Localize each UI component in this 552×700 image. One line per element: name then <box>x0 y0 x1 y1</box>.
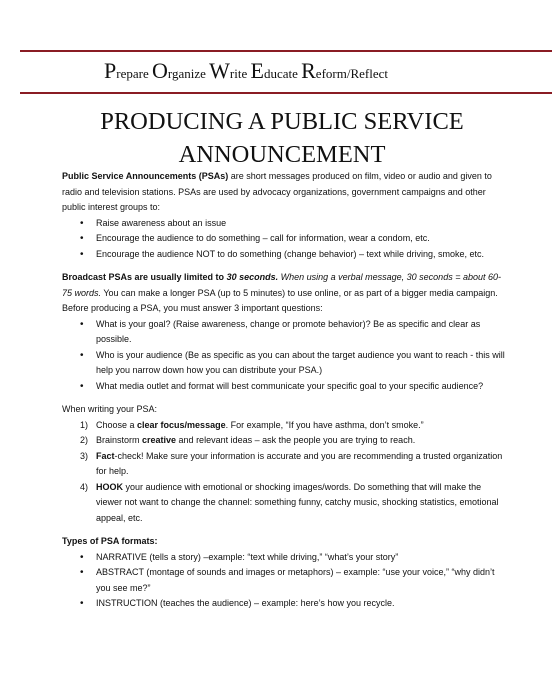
list-item: • ABSTRACT (montage of sounds and images or metaphors) – example: “use your voice,” “why didn’t you see me?” <box>62 565 508 596</box>
questions-lead: Before producing a PSA, you must answer 3 important questions: <box>62 303 323 313</box>
list-item: • INSTRUCTION (teaches the audience) – example: here’s how you recycle. <box>62 596 508 612</box>
list-item: • What media outlet and format will best communicate your specific goal to your specific audience? <box>62 379 508 395</box>
list-item: • Encourage the audience NOT to do something (change behavior) – text while driving, smoke, etc. <box>62 247 508 263</box>
broadcast-paragraph <box>62 270 508 301</box>
list-item: 1) Choose a clear focus/message. For example, “If you have asthma, don’t smoke.” <box>62 418 508 434</box>
writing-lead: When writing your PSA: <box>62 404 158 414</box>
header-rule-bottom <box>20 92 552 94</box>
page-title <box>40 105 524 171</box>
writing-steps-list <box>62 418 508 527</box>
banner-word: Reform/Reflect <box>301 58 388 83</box>
banner-word: Organize <box>151 58 206 83</box>
header-rule-top <box>20 50 552 52</box>
title-line-2: ANNOUNCEMENT <box>178 141 386 168</box>
questions-bullet-list <box>62 317 508 395</box>
document-body <box>62 169 508 612</box>
step-number: 3) <box>80 450 89 461</box>
step-number: 4) <box>80 481 89 492</box>
list-item: 4) HOOK your audience with emotional or shocking images/words. Do something that will make the viewer not want to change the channel: something funny, catchy music, shocking statistics, emotional appeal, etc. <box>80 481 499 523</box>
acronym-banner <box>104 58 388 84</box>
intro-term: Public Service Announcements (PSAs) <box>62 171 229 181</box>
banner-word: Educate <box>250 58 298 83</box>
broadcast-italic: When using a verbal message, 30 seconds = about 60-75 words. <box>62 272 501 298</box>
types-bullet-list <box>62 550 508 612</box>
intro-bullet-list <box>62 216 508 263</box>
banner-word: Prepare <box>104 58 149 83</box>
types-heading: Types of PSA formats: <box>62 536 158 546</box>
list-item: • What is your goal? (Raise awareness, change or promote behavior)? Be as specific and clear as possible. <box>62 317 508 348</box>
intro-paragraph <box>62 169 508 216</box>
step-number: 2) <box>80 435 89 445</box>
list-item: • NARRATIVE (tells a story) –example: “text while driving,” “what’s your story” <box>62 550 508 566</box>
list-item: 2) Brainstorm creative and relevant ideas – ask the people you are trying to reach. <box>62 433 508 449</box>
step-number: 1) <box>80 419 89 430</box>
intro-text: are short messages produced on film, video or audio and given to radio and television stations. PSAs are used by advocacy organizations, government campaigns and other public interest groups to: <box>62 171 492 212</box>
list-item: • Who is your audience (Be as specific as you can about the target audience you want to reach - this will help you narrow down how you can distribute your PSA.) <box>62 348 508 379</box>
broadcast-bold: Broadcast PSAs are usually limited to <box>62 272 227 282</box>
title-line-1: PRODUCING A PUBLIC SERVICE <box>100 108 464 135</box>
list-item: • Raise awareness about an issue <box>62 216 508 232</box>
broadcast-text: You can make a longer PSA (up to 5 minutes) to use online, or as part of a bigger media campaign. <box>101 287 498 298</box>
banner-word: Write <box>209 58 248 83</box>
list-item: • Encourage the audience to do something – call for information, wear a condom, etc. <box>62 231 508 247</box>
broadcast-bold-italic: 30 seconds. <box>226 272 279 282</box>
list-item: 3) Fact-check! Make sure your information is accurate and you are recommending a trusted organization for help. <box>80 450 503 476</box>
